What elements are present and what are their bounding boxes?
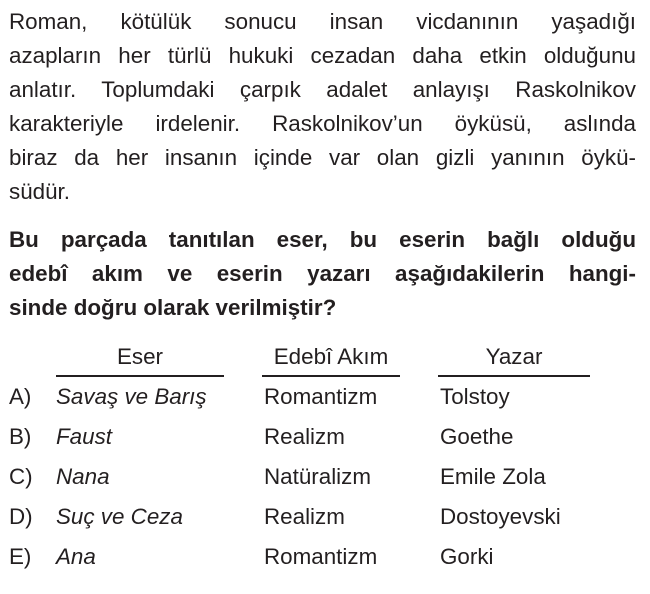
header-yazar: Yazar: [485, 344, 543, 369]
passage-line: karakteriyle irdelenir. Raskolnikov’un öyküsü, aslında: [9, 111, 636, 136]
question-line: edebî akım ve eserin yazarı aşağıdakilerin hangi-: [9, 261, 636, 286]
option-eser: Faust: [56, 424, 112, 449]
option-yazar: Tolstoy: [440, 384, 510, 409]
header-eser: Eser: [116, 344, 164, 369]
option-yazar: Gorki: [440, 544, 494, 569]
option-a[interactable]: [0, 380, 650, 420]
option-eser: Savaş ve Barış: [56, 384, 207, 409]
option-letter: D): [9, 504, 33, 529]
option-c[interactable]: [0, 460, 650, 500]
option-yazar: Dostoyevski: [440, 504, 561, 529]
option-yazar: Goethe: [440, 424, 514, 449]
header-underline-eser: [56, 375, 224, 377]
option-akim: Natüralizm: [264, 464, 372, 489]
header-akim: Edebî Akım: [273, 344, 389, 369]
option-letter: A): [9, 384, 32, 409]
option-eser: Ana: [56, 544, 96, 569]
question-line: sinde doğru olarak verilmiştir?: [9, 295, 337, 320]
question-stem: [9, 223, 636, 325]
option-e[interactable]: [0, 540, 650, 580]
question-line: Bu parçada tanıtılan eser, bu eserin bağlı olduğu: [9, 227, 636, 252]
option-akim: Realizm: [264, 504, 345, 529]
passage-text: [9, 5, 636, 209]
header-underline-akim: [262, 375, 400, 377]
option-eser: Nana: [56, 464, 110, 489]
passage-line: biraz da her insanın içinde var olan gizli yanının öykü-: [9, 145, 636, 170]
option-yazar: Emile Zola: [440, 464, 546, 489]
option-letter: E): [9, 544, 32, 569]
option-letter: C): [9, 464, 33, 489]
passage-line: azapların her türlü hukuki cezadan daha etkin olduğunu: [9, 43, 636, 68]
option-akim: Romantizm: [264, 544, 378, 569]
option-b[interactable]: [0, 420, 650, 460]
passage-line: anlatır. Toplumdaki çarpık adalet anlayışı Raskolnikov: [9, 77, 636, 102]
header-underline-yazar: [438, 375, 590, 377]
passage-line: südür.: [9, 179, 70, 204]
option-d[interactable]: [0, 500, 650, 540]
option-akim: Romantizm: [264, 384, 378, 409]
option-eser: Suç ve Ceza: [56, 504, 183, 529]
passage-line: Roman, kötülük sonucu insan vicdanının yaşadığı: [9, 9, 636, 34]
option-akim: Realizm: [264, 424, 345, 449]
option-letter: B): [9, 424, 32, 449]
